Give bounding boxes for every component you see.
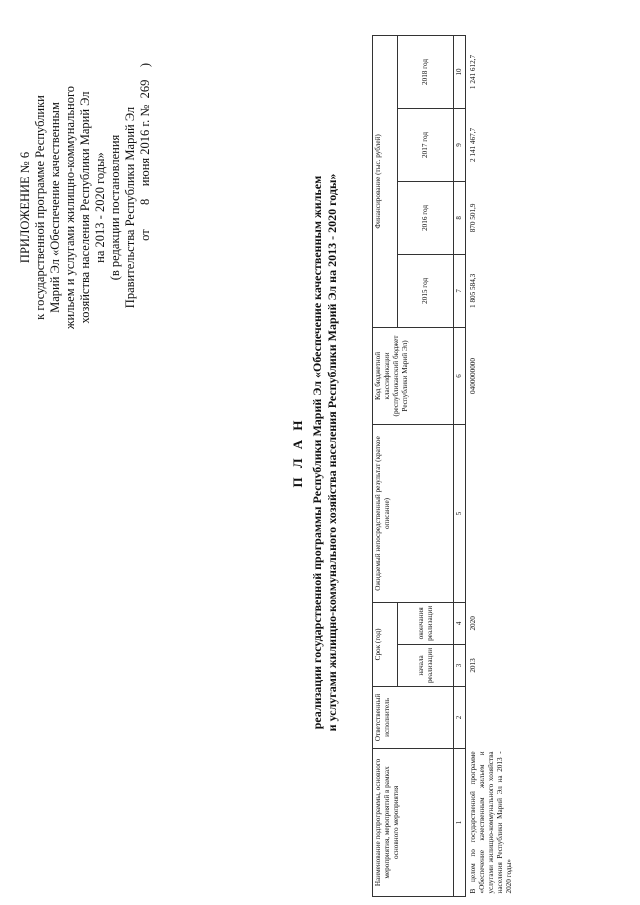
- appendix-number: 269: [138, 79, 152, 99]
- appendix-line: Марий Эл «Обеспечение качественным: [48, 102, 62, 313]
- plan-table: [372, 35, 515, 897]
- header-year-2018: 2018 год: [398, 36, 454, 109]
- header-row: [373, 36, 398, 897]
- column-number: 8: [454, 181, 466, 254]
- header-term-end: окончания реализации: [398, 602, 454, 644]
- row-result: [466, 425, 516, 603]
- header-year-2016: 2016 год: [398, 181, 454, 254]
- appendix-line: Правительства Республики Марий Эл: [123, 106, 137, 309]
- plan-subtitle: [310, 20, 340, 885]
- row-2015: 1 805 584,3: [466, 254, 516, 327]
- row-start: 2013: [466, 644, 516, 686]
- column-number: 10: [454, 36, 466, 109]
- table-row: [466, 36, 516, 897]
- column-number: 2: [454, 687, 466, 749]
- header-result: Ожидаемый непосредственный результат (краткое описание): [373, 425, 454, 603]
- row-executor: [466, 687, 516, 749]
- appendix-block: [18, 35, 153, 380]
- plan-subtitle-line: реализации государственной программы Республики Марий Эл «Обеспечение качественным жильем: [310, 175, 324, 730]
- column-number: 6: [454, 327, 466, 424]
- appendix-line: к государственной программе Республики: [33, 95, 47, 320]
- row-name: В целом по государственной программе «Обеспечение качественным жильем и услугами жилищно-коммунального хозяйства населения Республики Марий Эл на 2013 - 2020 годы»: [466, 748, 516, 896]
- column-number: 7: [454, 254, 466, 327]
- column-number: 3: [454, 644, 466, 686]
- row-code: 0400000000: [466, 327, 516, 424]
- appendix-title: ПРИЛОЖЕНИЕ № 6: [18, 151, 32, 264]
- appendix-line: хозяйства населения Республики Марий Эл: [78, 91, 92, 324]
- header-executor: Ответственный исполнитель: [373, 687, 454, 749]
- appendix-date-line: [138, 35, 153, 380]
- column-number: 1: [454, 748, 466, 896]
- column-number-row: [454, 36, 466, 897]
- appendix-close: ): [138, 63, 152, 68]
- column-number: 4: [454, 602, 466, 644]
- appendix-from: от: [138, 229, 152, 241]
- column-number: 5: [454, 425, 466, 603]
- appendix-date-text: июня 2016 г. №: [138, 104, 152, 187]
- row-2016: 870 501,9: [466, 181, 516, 254]
- header-budget-code: Код бюджетной классификации (республиканский бюджет Республики Марий Эл): [373, 327, 454, 424]
- header-name: Наименование подпрограммы, основного мероприятия, мероприятий в рамках основного мероприятия: [373, 748, 454, 896]
- appendix-line: (в редакции постановления: [108, 134, 122, 281]
- row-2017: 2 141 467,7: [466, 108, 516, 181]
- header-year-2015: 2015 год: [398, 254, 454, 327]
- plan-title: П Л А Н: [290, 417, 305, 488]
- header-term: Срок (год): [373, 602, 398, 686]
- header-financing: Финансирование (тыс. рублей): [373, 36, 398, 328]
- row-end: 2020: [466, 602, 516, 644]
- appendix-line: жильем и услугами жилищно-коммунального: [63, 85, 77, 330]
- appendix-day: 8: [138, 198, 152, 206]
- header-term-start: начала реализации: [398, 644, 454, 686]
- header-year-2017: 2017 год: [398, 108, 454, 181]
- row-2018: 1 241 612,7: [466, 36, 516, 109]
- appendix-line: на 2013 - 2020 годы»: [93, 152, 107, 263]
- plan-subtitle-line: и услугами жилищно-коммунального хозяйства населения Республики Марий Эл на 2013 - 2020 годы»: [325, 173, 339, 732]
- column-number: 9: [454, 108, 466, 181]
